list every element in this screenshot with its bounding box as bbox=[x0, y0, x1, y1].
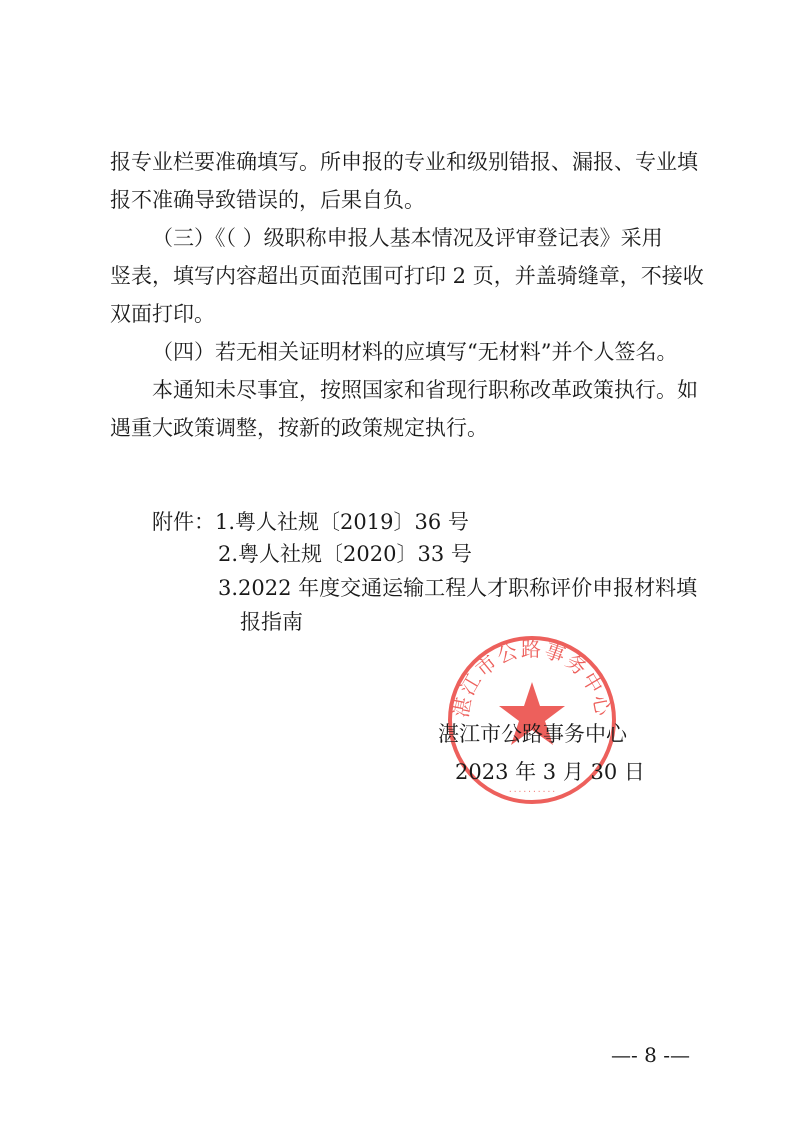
body-line-4: 竖表，填写内容超出页面范围可打印 2 页，并盖骑缝章，不接收 bbox=[110, 264, 704, 288]
signature-org: 湛江市公路事务中心 bbox=[438, 722, 627, 746]
attachment-item-3-cont: 报指南 bbox=[240, 610, 303, 634]
signature-date: 2023 年 3 月 30 日 bbox=[455, 760, 645, 784]
body-line-1: 报专业栏要准确填写。所申报的专业和级别错报、漏报、专业填 bbox=[110, 150, 698, 174]
body-line-7: 本通知未尽事宜，按照国家和省现行职称改革政策执行。如 bbox=[152, 378, 698, 402]
attachment-item-3: 3.2022 年度交通运输工程人才职称评价申报材料填 bbox=[218, 576, 698, 600]
body-line-5: 双面打印。 bbox=[110, 302, 215, 326]
body-line-2: 报不准确导致错误的，后果自负。 bbox=[110, 188, 425, 212]
attachment-item-1: 附件：1.粤人社规〔2019〕36 号 bbox=[152, 510, 469, 534]
attachment-item-2: 2.粤人社规〔2020〕33 号 bbox=[218, 542, 472, 566]
body-line-3: （三）《（ ）级职称申报人基本情况及评审登记表》采用 bbox=[152, 226, 663, 250]
svg-text:湛江市公路事务中心: 湛江市公路事务中心 bbox=[448, 637, 616, 720]
body-line-8: 遇重大政策调整，按新的政策规定执行。 bbox=[110, 416, 488, 440]
svg-text:··········: ·········· bbox=[507, 787, 557, 796]
body-line-6: （四）若无相关证明材料的应填写“无材料”并个人签名。 bbox=[152, 340, 678, 364]
page-number: —- 8 -— bbox=[611, 1043, 690, 1067]
